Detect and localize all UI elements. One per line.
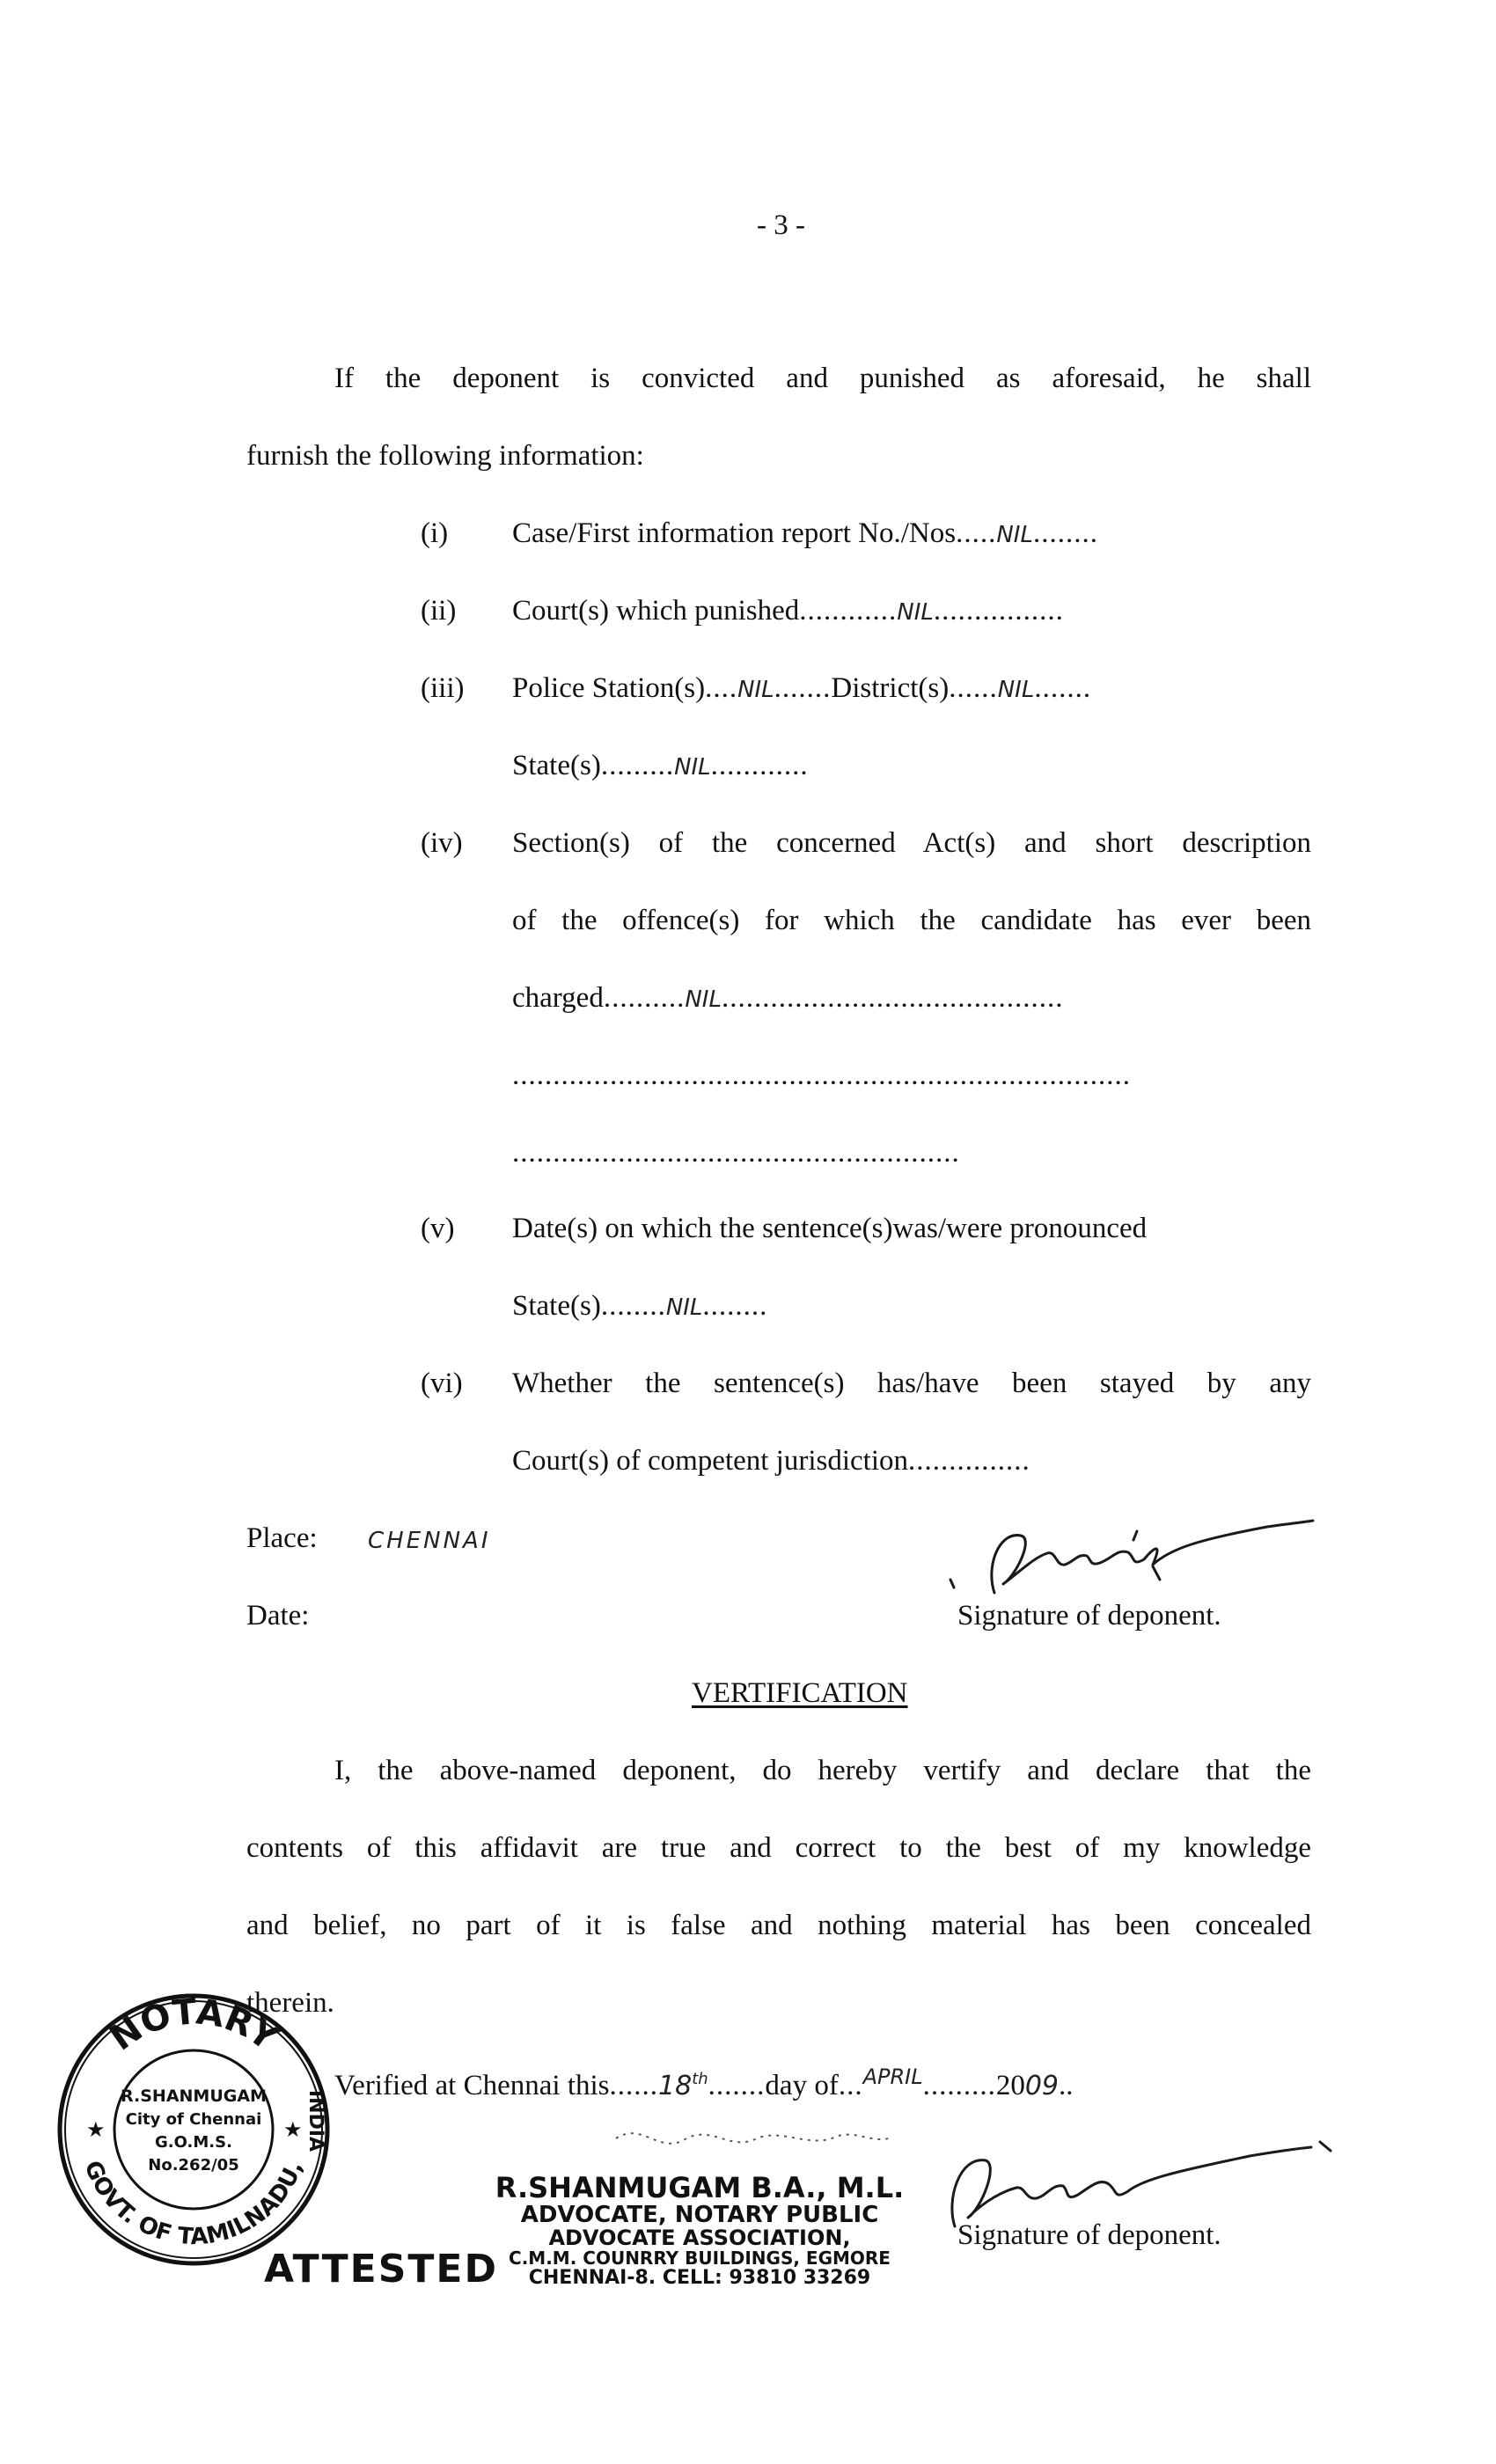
seal-center-line-2: City of Chennai xyxy=(125,2110,262,2129)
item-ii-label: Court(s) which punished xyxy=(512,595,800,627)
verification-line-3: and belief, no part of it is false and nothing material has been concealed xyxy=(246,1910,1311,1941)
dot-leader: ........ xyxy=(702,1290,768,1322)
dot-leader: ............ xyxy=(799,595,898,627)
dot-leader: ... xyxy=(838,2070,863,2101)
item-vi-label: Court(s) of competent jurisdiction xyxy=(512,1445,908,1477)
dot-leader: ....... xyxy=(774,672,832,704)
verified-month: APRIL xyxy=(862,2064,923,2089)
charged-label: charged xyxy=(512,982,604,1014)
verified-end: .. xyxy=(1059,2070,1074,2101)
seal-star-right-icon: ★ xyxy=(283,2117,303,2142)
seal-ring-top: NOTARY xyxy=(102,1991,285,2059)
dot-leader: ................ xyxy=(933,595,1064,627)
item-iv-line-3 xyxy=(512,982,1063,1015)
notary-name: R.SHANMUGAM B.A., M.L. xyxy=(495,2171,905,2204)
item-iv-line-2: of the offence(s) for which the candidate has ever been xyxy=(512,905,1311,936)
item-ii-value: NIL xyxy=(897,599,934,626)
notary-address-stamp xyxy=(493,2171,906,2290)
seal-star-left-icon: ★ xyxy=(86,2117,106,2142)
dot-leader: .......................................... xyxy=(721,982,1064,1014)
dot-leader: ............... xyxy=(908,1445,1030,1477)
dot-leader: ......... xyxy=(600,750,675,781)
verified-day-suffix: th xyxy=(692,2070,708,2088)
verification-heading: VERTIFICATION xyxy=(692,1677,908,1709)
charged-value: NIL xyxy=(685,986,722,1013)
item-ii-line xyxy=(512,595,1064,627)
dot-leader: .... xyxy=(705,672,738,704)
seal-ring-bottom: GOVT. OF TAMILNADU, xyxy=(78,2157,309,2251)
dot-leader: ........ xyxy=(1032,517,1098,549)
item-vi-number: (vi) xyxy=(421,1368,463,1399)
dot-leader: ....... xyxy=(1034,672,1092,704)
notary-seal xyxy=(53,1989,334,2270)
date-label: Date: xyxy=(246,1600,310,1632)
item-v-state-value: NIL xyxy=(665,1294,703,1321)
place-label: Place: xyxy=(246,1522,318,1554)
seal-center-line-1: R.SHANMUGAM xyxy=(121,2086,267,2106)
item-i-number: (i) xyxy=(421,517,449,549)
seal-center-line-3: G.O.M.S. xyxy=(155,2133,232,2152)
notary-association: ADVOCATE ASSOCIATION, xyxy=(548,2225,851,2250)
dot-leader: ...... xyxy=(609,2070,659,2101)
signature-caption-2: Signature of deponent. xyxy=(957,2219,1221,2251)
item-iv-line-1: Section(s) of the concerned Act(s) and short description xyxy=(512,827,1311,859)
verified-year-prefix: 20 xyxy=(995,2070,1025,2101)
attested-label: ATTESTED xyxy=(264,2247,499,2292)
district-value: NIL xyxy=(997,677,1035,703)
verified-day-of: day of xyxy=(765,2070,839,2101)
verified-day: 18 xyxy=(658,2071,693,2101)
police-station-label: Police Station(s) xyxy=(512,672,706,704)
verification-line-4: therein. xyxy=(246,1987,334,2019)
state-label: State(s) xyxy=(512,750,601,781)
dot-leader: ........ xyxy=(600,1290,666,1322)
item-v-number: (v) xyxy=(421,1213,455,1244)
district-label: District(s) xyxy=(831,672,950,704)
item-v-line-2 xyxy=(512,1290,767,1323)
item-iii-number: (iii) xyxy=(421,672,465,704)
dot-leader: ....... xyxy=(708,2070,766,2101)
dot-leader: ......... xyxy=(922,2070,996,2101)
item-vi-line-2 xyxy=(512,1445,1030,1478)
item-vi-line-1: Whether the sentence(s) has/have been stayed by any xyxy=(512,1368,1311,1399)
item-iv-number: (iv) xyxy=(421,827,463,859)
dot-leader: ...... xyxy=(949,672,998,704)
notary-initials xyxy=(607,2112,898,2174)
verified-year: 09 xyxy=(1024,2071,1060,2101)
item-iv-dotline-2: ....................................................... xyxy=(512,1137,960,1169)
notary-cell: CHENNAI-8. CELL: 93810 33269 xyxy=(528,2267,871,2290)
item-iii-line-2 xyxy=(512,750,809,782)
dot-leader: ..... xyxy=(956,517,997,549)
state-value: NIL xyxy=(674,754,711,781)
item-v-state-label: State(s) xyxy=(512,1290,601,1322)
verification-line-2: contents of this affidavit are true and correct to the best of my knowledge xyxy=(246,1832,1311,1864)
item-ii-number: (ii) xyxy=(421,595,457,627)
police-station-value: NIL xyxy=(737,677,774,703)
verified-prefix: Verified at Chennai this xyxy=(334,2070,610,2101)
notary-address: C.M.M. COUNRRY BUILDINGS, EGMORE xyxy=(509,2248,891,2270)
dot-leader: ............ xyxy=(710,750,809,781)
place-value: CHENNAI xyxy=(368,1528,491,1554)
item-i-label: Case/First information report No./Nos xyxy=(512,517,957,549)
deponent-signature-1 xyxy=(933,1496,1338,1610)
dot-leader: .......... xyxy=(603,982,686,1014)
page-number: - 3 - xyxy=(757,209,805,241)
seal-ring-right: INDIA xyxy=(304,2089,326,2152)
item-iv-dotline-1: ............................................................................ xyxy=(512,1060,1131,1091)
item-iii-line-1 xyxy=(512,672,1091,705)
intro-line-1: If the deponent is convicted and punished as aforesaid, he shall xyxy=(334,363,1311,394)
intro-line-2: furnish the following information: xyxy=(246,440,644,472)
notary-title: ADVOCATE, NOTARY PUBLIC xyxy=(520,2201,879,2228)
verification-line-1: I, the above-named deponent, do hereby vertify and declare that the xyxy=(334,1755,1311,1786)
signature-caption-1: Signature of deponent. xyxy=(957,1600,1221,1632)
item-i-line xyxy=(512,517,1098,550)
item-v-line-1: Date(s) on which the sentence(s)was/were pronounced xyxy=(512,1213,1148,1244)
seal-center-line-4: No.262/05 xyxy=(148,2156,239,2174)
item-i-value: NIL xyxy=(996,522,1033,548)
verified-line xyxy=(334,2064,1074,2102)
